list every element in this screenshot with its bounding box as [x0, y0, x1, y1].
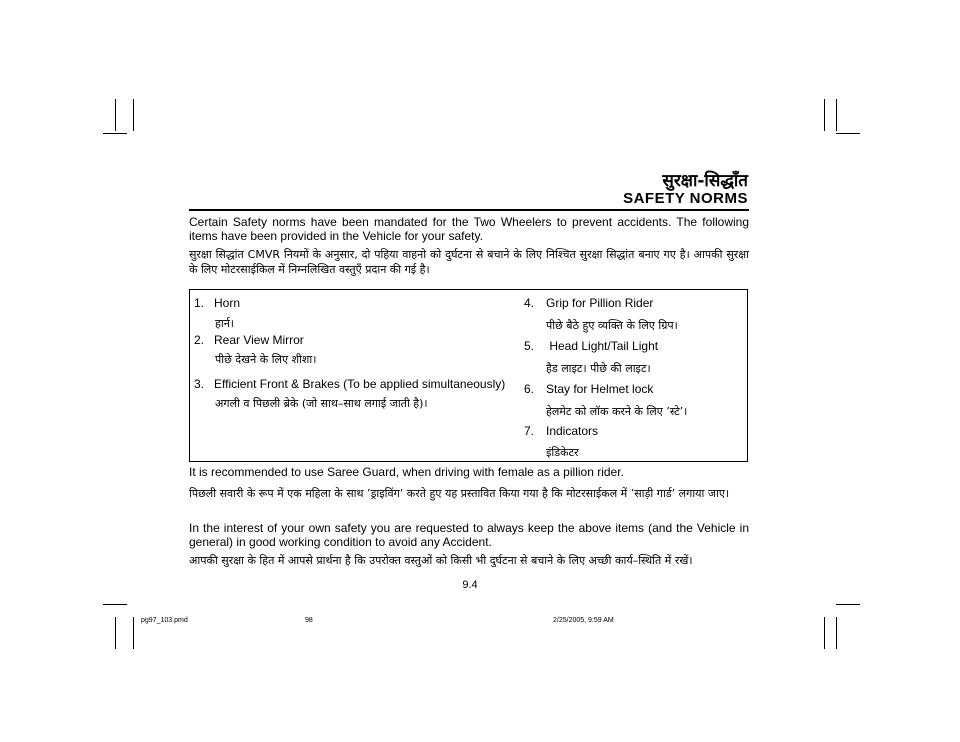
item-number: 6.	[524, 382, 535, 396]
footer-date: 2/25/2005, 9:59 AM	[553, 617, 614, 624]
page-title-hindi: सुरक्षा-सिद्धाँत	[662, 171, 748, 191]
item-number: 2.	[194, 333, 205, 347]
list-item	[194, 296, 240, 310]
item-label-hindi: हेलमेट को लॉक करने के लिए ’स्टे’।	[546, 405, 688, 418]
page-number: 9.4	[462, 579, 478, 591]
crop-mark	[133, 617, 134, 649]
crop-mark	[115, 99, 116, 131]
crop-mark	[824, 99, 825, 131]
crop-mark	[103, 604, 127, 605]
page-title: SAFETY NORMS	[623, 190, 748, 207]
list-item	[194, 333, 304, 347]
item-number: 4.	[524, 296, 535, 310]
maintenance-hindi: आपकी सुरक्षा के हित में आपसे प्रार्थना है कि उपरोक्त वस्तुओं को किसी भी दुर्घटना से बचाने के लिए अच्छी कार्य–स्थिति में रखें।	[189, 554, 693, 567]
footer-page: 98	[305, 617, 313, 624]
item-number: 3.	[194, 377, 205, 391]
item-label-hindi: पीछे देखने के लिए शीशा।	[215, 353, 317, 366]
item-number: 7.	[524, 424, 535, 438]
list-item	[524, 339, 658, 353]
item-label-hindi: हार्न।	[215, 317, 234, 330]
item-number: 1.	[194, 296, 205, 310]
item-label: Horn	[214, 296, 241, 310]
safety-items-box	[189, 289, 748, 462]
crop-mark	[133, 99, 134, 131]
item-label-hindi: पीछे बैठे हुए व्यक्ति के लिए ग्रिप।	[546, 319, 678, 332]
footer-filename: pg97_103.pmd	[141, 617, 188, 624]
intro-english: Certain Safety norms have been mandated for the Two Wheelers to prevent accidents. The following items have been provided in the Vehicle for your safety.	[189, 215, 749, 243]
list-item	[194, 377, 505, 391]
item-label: Stay for Helmet lock	[546, 382, 654, 396]
item-label: Grip for Pillion Rider	[546, 296, 654, 310]
item-label-hindi: हैड लाइट। पीछे की लाइट।	[546, 362, 651, 375]
item-label-hindi: अगली व पिछली ब्रेके (जो साथ–साथ लगाई जाती है)।	[215, 397, 428, 410]
item-label: Head Light/Tail Light	[546, 339, 659, 353]
maintenance-english: In the interest of your own safety you are requested to always keep the above items (and the Vehicle in general) in good working condition to avoid any Accident.	[189, 521, 749, 549]
crop-mark	[115, 617, 116, 649]
crop-mark	[103, 133, 127, 134]
saree-guard-hindi: पिछली सवारी के रूप में एक महिला के साथ ’ड्राइविंग’ करते हुए यह प्रस्तावित किया गया है कि मोटरसाईकल में ’साड़ी गार्ड’ लगाया जाए।	[189, 487, 730, 500]
crop-mark	[836, 604, 860, 605]
list-item	[524, 382, 653, 396]
title-rule	[189, 209, 749, 211]
item-number: 5.	[524, 339, 535, 353]
list-item	[524, 296, 653, 310]
crop-mark	[836, 133, 860, 134]
intro-hindi: सुरक्षा सिद्धांत CMVR नियमों के अनुसार, दो पहिया वाहनो को दुर्घटना से बचाने के लिए निश्चित सुरक्षा सिद्धांत बनाए गए है। आपकी सुरक्षा के लिए मोटरसाईकिल में निम्नलिखित वस्तुएँ प्रदान की गई है।	[189, 248, 749, 276]
crop-mark	[836, 99, 837, 131]
crop-mark	[824, 617, 825, 649]
item-label: Indicators	[546, 424, 599, 438]
crop-mark	[836, 617, 837, 649]
list-item	[524, 424, 598, 438]
item-label: Rear View Mirror	[214, 333, 304, 347]
item-label: Efficient Front & Brakes (To be applied simultaneously)	[214, 377, 506, 391]
item-label-hindi: इंडिकेटर	[546, 446, 579, 459]
saree-guard-english: It is recommended to use Saree Guard, when driving with female as a pillion rider.	[189, 465, 624, 479]
